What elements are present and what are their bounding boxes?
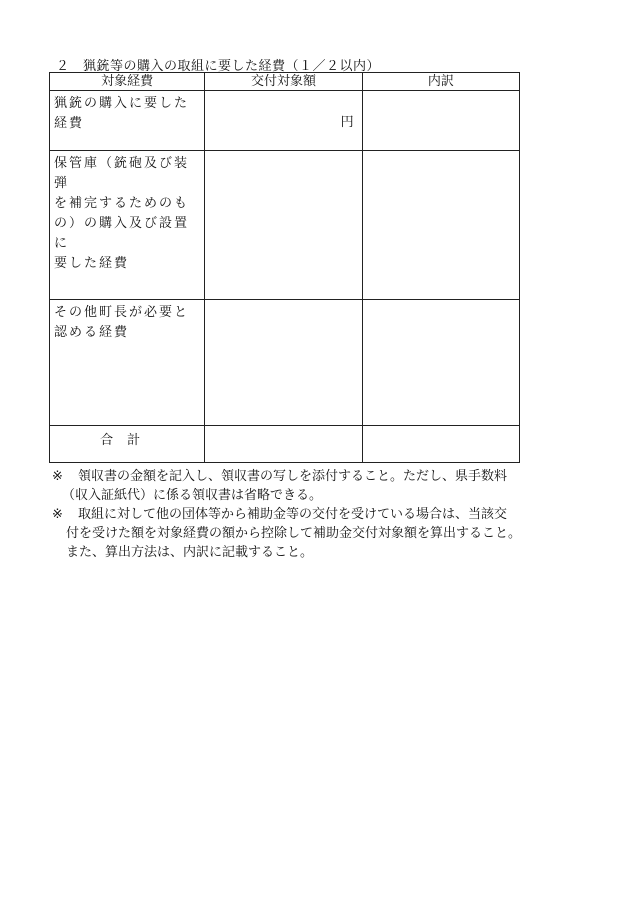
breakdown-cell-storage[interactable] bbox=[362, 151, 519, 300]
note-mark: ※ bbox=[52, 469, 63, 484]
table-row bbox=[50, 151, 520, 300]
total-row bbox=[50, 426, 520, 463]
header-target-expense: 対象経費 bbox=[50, 73, 205, 91]
breakdown-cell-other[interactable] bbox=[362, 300, 519, 426]
amount-cell-other[interactable] bbox=[205, 300, 362, 426]
amount-cell-storage[interactable] bbox=[205, 151, 362, 300]
note-mark: ※ bbox=[52, 507, 63, 522]
header-row bbox=[50, 73, 520, 91]
table-row bbox=[50, 91, 520, 151]
breakdown-cell-gun-purchase[interactable] bbox=[362, 91, 519, 151]
expense-table bbox=[49, 72, 520, 463]
total-label-cell: 合計 bbox=[50, 426, 205, 463]
yen-unit: 円 bbox=[340, 115, 354, 130]
note-subsidy: ※ 取組に対して他の団体等から補助金等の交付を受けている場合は、当該交 付を受けた額を対象経費の額から控除して補助金交付対象額を算出すること。 また、算出方法は、内訳に記載すること。 bbox=[52, 507, 522, 560]
row-label-other: その他町長が必要と 認める経費 bbox=[50, 300, 205, 426]
row-label-gun-purchase: 猟銃の購入に要した 経費 bbox=[50, 91, 205, 151]
note-receipt: ※ 領収書の金額を記入し、領収書の写しを添付すること。ただし、県手数料 （収入証紙代）に係る領収書は省略できる。 bbox=[52, 469, 508, 503]
total-breakdown-cell[interactable] bbox=[362, 426, 519, 463]
total-amount-cell[interactable] bbox=[205, 426, 362, 463]
row-label-storage: 保管庫（銃砲及び装弾 を補完するためのも の）の購入及び設置に 要した経費 bbox=[50, 151, 205, 300]
table-row bbox=[50, 300, 520, 426]
amount-cell-gun-purchase[interactable] bbox=[205, 91, 362, 151]
section-heading: ２ 猟銃等の購入の取組に要した経費（１／２以内） bbox=[56, 59, 381, 74]
header-breakdown: 内訳 bbox=[362, 73, 519, 91]
header-grant-amount: 交付対象額 bbox=[205, 73, 362, 91]
